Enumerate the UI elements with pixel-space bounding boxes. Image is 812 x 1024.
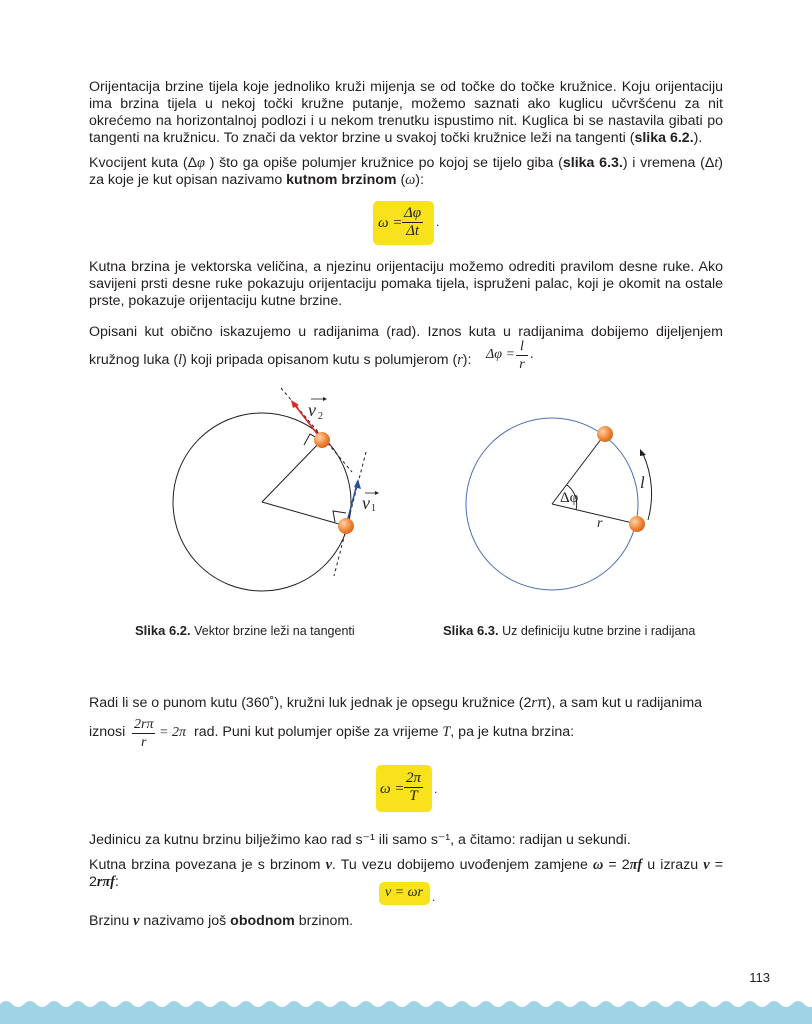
caption-6-2: Slika 6.2. Vektor brzine leži na tangenti [135,623,355,638]
vector-v2-head [291,400,299,408]
ball-1 [338,518,354,534]
radius-line-b [552,504,637,524]
paragraph-unit: Jedinicu za kutnu brzinu bilježimo kao rad s⁻¹ ili samo s⁻¹, a čitamo: radijan u sekundi. [89,832,631,848]
paragraph-radians: Opisani kut obično iskazujemo u radijanima (rad). Iznos kuta u radijanima dobijemo dijeljenjem kružnog luka (l) koji pripada opisanom kutu s polumjerom (r): [89,324,723,368]
label-v1-sub: 1 [371,503,376,514]
paragraph-vector-direction: Kutna brzina je vektorska veličina, a njezinu orijentaciju možemo odrediti pravilom desne ruke. Ako savijeni prsti desne ruke pokazuju orijentaciju pomaka tijela, ispruženi palac, koji je okomit na ostale prste, pokazuje orijentaciju kutne brzine. [89,259,723,309]
equation-v-omega-r: v = ωr [379,882,430,905]
term-obodna: obodnom [230,913,295,929]
figure-6-3 [450,410,680,610]
label-v2: v [308,400,316,420]
label-r: r [597,516,603,531]
paragraph-angular-velocity-def: Kvocijent kuta (Δφ ) što ga opiše polumjer kružnice po kojoj se tijelo giba (slika 6.3.) i vremena (Δt) za koje je kut opisan nazivamo kutnom brzinom (ω): [89,155,723,188]
ref-slika-6-2: slika 6.2. [634,130,694,146]
footer-wave [0,996,812,1024]
paragraph-full-angle: Radi li se o punom kutu (360˚), kružni luk jednak je opsegu kružnice (2rπ), a sam kut u radijanima [89,695,703,711]
ball-a [597,426,613,442]
equation-omega-2pi: ω = $\frac{2\pi}{T}$ [376,765,432,812]
arc-length-arrowhead [640,449,646,456]
paragraph-obodna: Brzinu v nazivamo još obodnom brzinom. [89,913,354,929]
figure-6-2 [160,380,400,600]
paragraph-tangent: Orijentacija brzine tijela koje jednoliko kruži mijenja se od točke do točke kružnice. Koju orijentaciju ima brzina tijela u nekoj točki kružne putanje, možemo saznati ako kuglicu učvršćenu za nit okrećemo na horizontalnoj podlozi i u nekom trenutku ispustimo nit. Kuglica bi se nastavila gibati po tangenti na kružnicu. To znači da vektor brzine u svakoj točki kružnice leži na tangenti (slika 6.2.). [89,79,723,146]
paragraph-relation: Kutna brzina povezana je s brzinom v. Tu vezu dobijemo uvođenjem zamjene ω = 2πf u izrazu v = 2rπf: [89,857,724,890]
caption-6-3: Slika 6.3. Uz definiciju kutne brzine i radijana [443,623,696,638]
label-delta-phi: Δφ [560,490,579,506]
page-number: 113 [749,970,770,985]
label-l: l [640,473,645,492]
equation-omega-delta: ω = $\frac{\Delta\varphi}{\Delta t}$ [373,201,434,245]
label-v1: v [362,493,370,513]
line-iznosi: iznosi $\frac{2r\pi}{r}$ = 2π rad. Puni kut polumjer opiše za vrijeme T, pa je kutna brzina: [89,717,575,750]
vector-v1-head [354,479,361,489]
term-kutna-brzina: kutnom brzinom [286,172,397,188]
label-v2-sub: 2 [318,411,323,422]
ball-2 [314,432,330,448]
radius-line-2 [262,440,322,502]
ball-b [629,516,645,532]
